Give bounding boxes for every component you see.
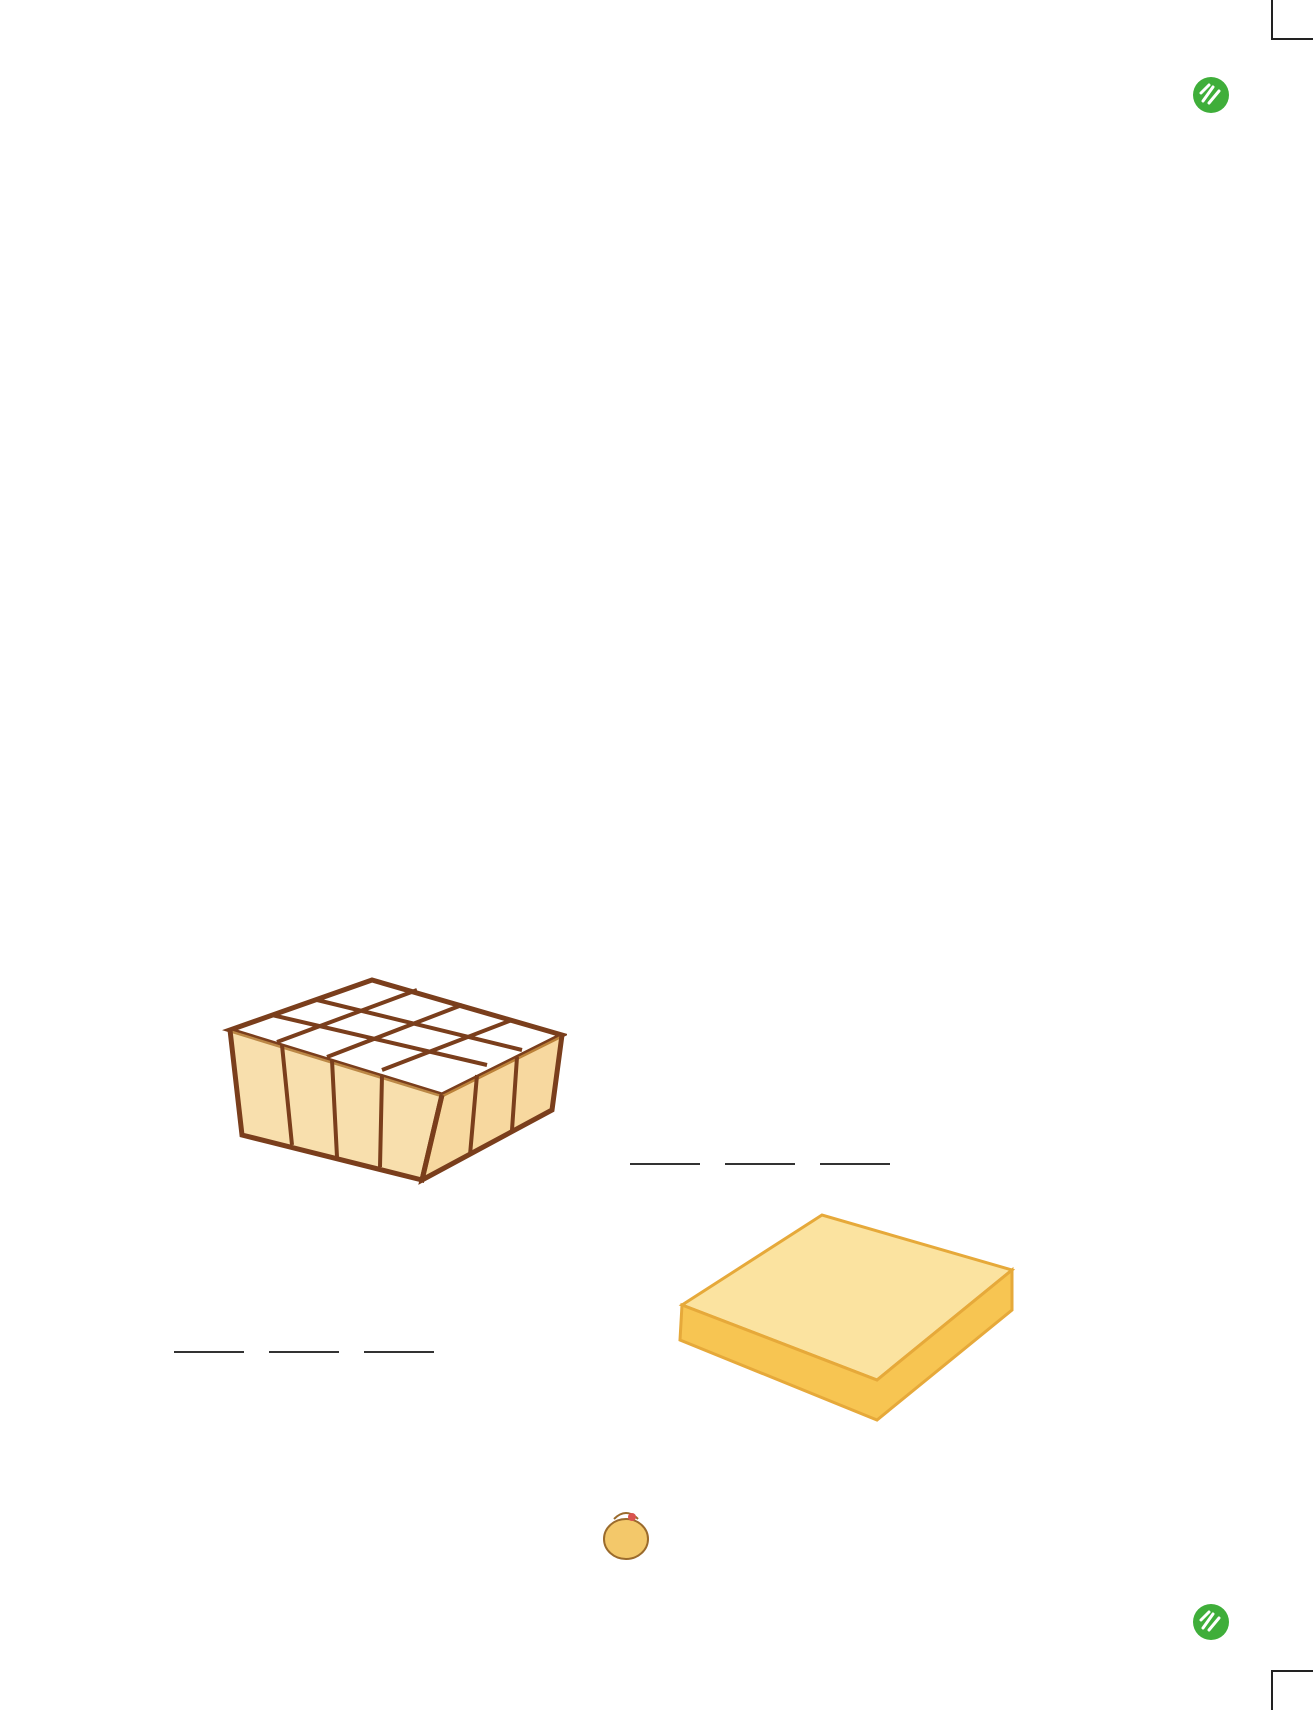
bottle-crate-illustration <box>222 945 567 1185</box>
page-number-badge <box>596 1505 656 1565</box>
corner-badge-icon <box>1193 1604 1229 1640</box>
eggs-blank-1[interactable] <box>174 1325 244 1353</box>
bottles-blank-3[interactable] <box>820 1137 890 1165</box>
eggs-blank-2[interactable] <box>269 1325 339 1353</box>
eggs-blank-3[interactable] <box>364 1325 434 1353</box>
horizontal-flower-beds-illustration <box>176 535 516 905</box>
eggs-answer-row <box>166 1312 442 1353</box>
bottles-answer-row <box>622 1124 898 1165</box>
bottles-blank-1[interactable] <box>630 1137 700 1165</box>
egg-tray-illustration <box>672 1210 1032 1425</box>
corner-badge-icon <box>1193 77 1229 113</box>
vertical-flower-beds-illustration <box>728 238 1058 548</box>
bottles-blank-2[interactable] <box>725 1137 795 1165</box>
